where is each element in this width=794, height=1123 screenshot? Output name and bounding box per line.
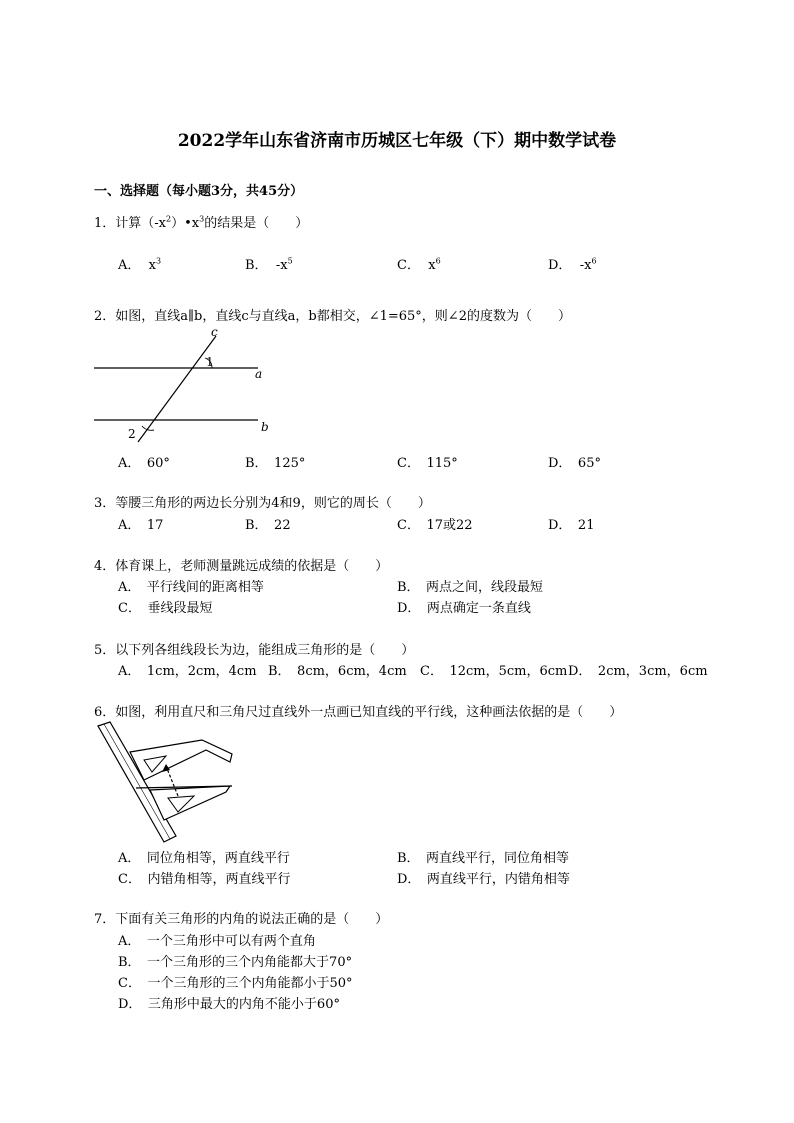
question-6-stem: 6．如图，利用直尺和三角尺过直线外一点画已知直线的平行线，这种画法依据的是（ ） (94, 705, 623, 720)
question-2-stem: 2．如图，直线a∥b，直线c与直线a，b都相交，∠1=65°，则∠2的度数为（ ） (94, 309, 571, 324)
option-exponent: 3 (156, 256, 162, 266)
question-1-stem (94, 212, 308, 231)
section-heading: 一、选择题（每小题3分，共45分） (94, 184, 304, 199)
question-4-stem: 4．体育课上，老师测量跳远成绩的依据是（ ） (94, 559, 389, 574)
q5-option-b: B． 8cm，6cm，4cm (268, 664, 407, 679)
q5-option-c: C． 12cm，5cm，6cm (420, 664, 568, 679)
q2-option-b: B． 125° (245, 456, 306, 471)
option-value: x (428, 258, 436, 273)
q6-option-a: A． 同位角相等，两直线平行 (118, 851, 290, 866)
option-exponent: 6 (591, 256, 597, 266)
page-title: 2022学年山东省济南市历城区七年级（下）期中数学试卷 (177, 131, 617, 151)
question-3-stem: 3．等腰三角形的两边长分别为4和9，则它的周长（ ） (94, 496, 431, 511)
q7-option-c: C． 一个三角形的三个内角能都小于50° (118, 976, 353, 991)
q5-option-d: D． 2cm，3cm，6cm (568, 664, 708, 679)
q1-option-a (118, 254, 161, 273)
option-label: B． (245, 258, 268, 273)
q1-option-c (397, 254, 441, 273)
question-5-stem: 5．以下列各组线段长为边，能组成三角形的是（ ） (94, 643, 415, 658)
label-2: 2 (128, 427, 136, 441)
q7-option-b: B． 一个三角形的三个内角能都大于70° (118, 955, 353, 970)
q4-option-b: B． 两点之间，线段最短 (397, 580, 544, 595)
q6-option-d: D． 两直线平行，内错角相等 (397, 872, 570, 887)
q1-stem-part: 的结果是（ ） (204, 216, 309, 231)
q7-option-d: D． 三角形中最大的内角不能小于60° (118, 997, 340, 1012)
q6-option-c: C． 内错角相等，两直线平行 (118, 872, 291, 887)
q1-exponent: 3 (199, 214, 205, 224)
option-value: -x (275, 258, 288, 273)
ruler-edge (104, 724, 170, 839)
q4-option-c: C． 垂线段最短 (118, 601, 213, 616)
q4-option-d: D． 两点确定一条直线 (397, 601, 531, 616)
label-1: 1 (206, 355, 214, 369)
q6-option-b: B． 两直线平行，同位角相等 (397, 851, 570, 866)
q2-parallel-lines-figure (90, 322, 290, 444)
option-label: D． (548, 258, 572, 273)
q3-option-d: D． 21 (548, 518, 595, 533)
q2-option-a: A． 60° (118, 456, 170, 471)
option-label: C． (397, 258, 420, 273)
q4-option-a: A． 平行线间的距离相等 (118, 580, 264, 595)
q3-option-b: B． 22 (245, 518, 291, 533)
q2-option-c: C． 115° (397, 456, 458, 471)
line-c (138, 336, 216, 442)
q1-option-b (245, 254, 293, 273)
lower-set-square (150, 786, 230, 820)
q6-ruler-triangle-figure (94, 720, 244, 844)
q3-option-a: A． 17 (118, 518, 164, 533)
q1-stem-part: ）•x (171, 216, 200, 231)
question-7-stem: 7．下面有关三角形的内角的说法正确的是（ ） (94, 912, 389, 927)
q2-option-d: D． 65° (548, 456, 601, 471)
q5-option-a: A． 1cm，2cm，4cm (118, 664, 257, 679)
option-exponent: 5 (287, 256, 293, 266)
q1-option-d (548, 254, 597, 273)
label-b: b (261, 420, 269, 434)
option-value: -x (579, 258, 592, 273)
q7-option-a: A． 一个三角形中可以有两个直角 (118, 934, 316, 949)
option-value: x (148, 258, 156, 273)
q1-stem-part: 1．计算（-x (94, 216, 166, 231)
option-exponent: 6 (435, 256, 441, 266)
option-label: A． (118, 258, 141, 273)
label-a: a (255, 367, 263, 381)
label-c: c (211, 325, 218, 339)
q1-exponent: 2 (166, 214, 172, 224)
q3-option-c: C． 17或22 (397, 518, 473, 533)
